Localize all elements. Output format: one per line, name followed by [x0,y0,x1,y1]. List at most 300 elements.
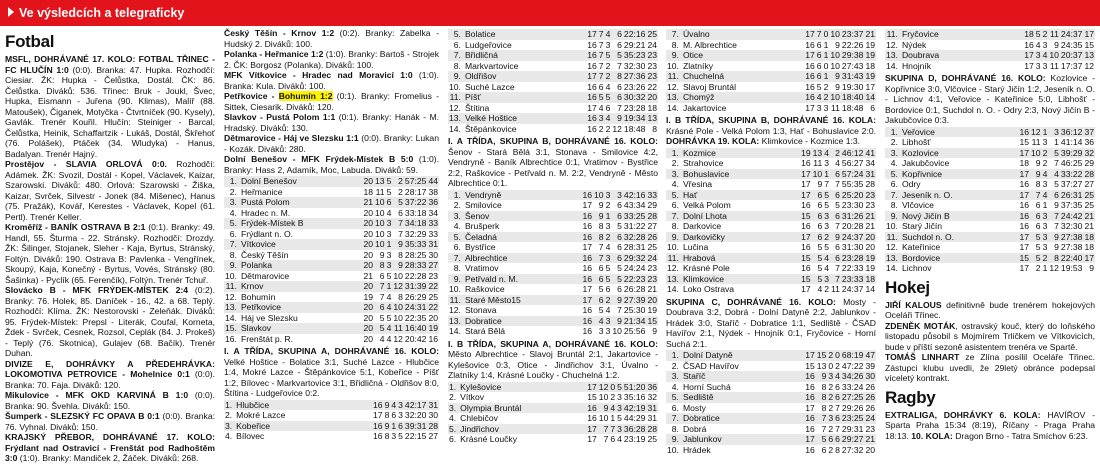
table-cell: 6 [398,207,403,218]
table-cell: Čeladná [464,232,582,243]
table-cell: 7. [885,190,901,201]
standings-table [885,29,1095,71]
table-cell: Kozmice [682,148,800,159]
table-cell: 3 [386,218,392,228]
table-row [448,434,658,445]
table-cell: 26:28 [623,284,646,294]
table-cell: 11. [885,29,901,40]
table-cell: 26:29 [404,291,427,302]
table-cell: 17 [1024,60,1034,71]
table-cell: 4 [824,252,829,263]
table-cell: 9. [448,71,464,82]
table-cell: ČSAD Havířov [682,360,739,371]
table-cell: 34 [428,207,438,218]
table-cell: 27 [428,431,438,441]
table-cell: 41 [865,147,875,158]
table-cell: 10 [375,239,385,249]
result-paragraph [5,432,215,464]
table-cell: 10 [1049,50,1059,60]
table-cell: 5 [812,274,824,285]
table-cell: 22 [647,81,657,92]
table-cell: 6 [391,410,397,420]
table-cell: 3 [386,228,392,239]
table-cell: 21 [1084,210,1094,221]
table-cell: 6 [611,232,623,243]
table-cell: 4. [671,381,679,392]
table-cell: 6 [828,434,834,444]
table-row [666,92,876,103]
table-cell: 6 [1035,221,1041,231]
table-cell: Staříč [682,371,804,382]
table-cell: 1. [448,382,459,393]
table-cell: 1 [823,50,829,60]
table-cell: 10 [598,392,609,402]
table-cell: 6. [453,242,461,252]
table-row [448,392,658,403]
table-cell: 11 [1050,29,1059,39]
table-cell: 33 [428,228,438,239]
news-item [885,300,1095,321]
table-cell: 8 [1035,179,1041,189]
table-cell: 9 [835,81,840,92]
table-cell: 4 [386,323,392,333]
table-cell: 27:43 [841,60,864,71]
table-cell: 26 [865,381,875,392]
table-row [666,242,876,253]
table-cell: 3 [605,252,611,263]
result-paragraph [224,70,439,91]
table-cell: 7 [835,263,840,273]
table-cell: 7 [821,423,827,434]
table-cell: 4 [605,29,611,39]
table-cell: Pustá Polom [240,197,363,208]
table-cell: 6 [812,211,824,222]
table-cell: 16 [587,123,597,134]
table-cell: 16 [1019,126,1030,137]
table-cell: Šenov [464,211,582,222]
table-cell: 16 [373,399,383,410]
table-cell: 9. [666,434,682,445]
table-cell: 17 [1024,50,1034,60]
table-cell: 3 [816,102,822,113]
table-cell: 19:30 [841,81,864,92]
table-cell: 14 [865,92,875,102]
table-row [448,61,658,72]
table-row [224,313,439,324]
table-cell: 2 [605,71,611,81]
table-row [224,271,439,282]
table-cell: 6 [593,295,605,306]
table-cell: 16 [805,381,815,392]
table-cell: 25 [647,434,657,444]
table-cell: 6. [671,200,679,210]
table-cell: 39:29 [1060,147,1083,158]
paragraph-body: Krásné Pole - Velká Polom 1:3, Hať - Bohuslavice 2:0. [666,125,876,136]
table-cell: Olympia Bruntál [459,403,586,414]
table-row [448,242,658,253]
table-cell: 9 [1035,158,1041,168]
paragraph-head: KRAJSKÝ PŘEBOR, DOHRÁVANÉ 17. KOLO: Frýdlant nad Ostravicí - Frenštát pod Radhoštěm 3:0 [5,432,215,463]
table-cell: 9 [652,326,657,336]
table-cell: 3 [824,273,829,284]
table-cell: 17 [805,50,815,60]
table-cell: Vřesina [682,179,713,189]
paragraph-body: Město Albrechtice - Slavoj Bruntál 2:1, Jakartovice - Kylešovice 0:3, Otice - Jindřichov 3:1, Úvalno - Zlatníky 1:4, Krásné Loučky - Chuchelná 1:2. [448,349,658,380]
columns [0,28,1100,463]
table-cell: 31:43 [841,71,864,81]
table-cell: Dolní Benešov [240,176,363,187]
table-cell: 4 [1042,189,1048,200]
table-cell: 2 [605,60,611,71]
table-cell: 33 [428,218,438,228]
arrow-icon [8,7,14,17]
table-cell: 35:33 [404,239,427,249]
table-cell: 21 [363,197,374,207]
table-cell: 6. [453,39,461,50]
table-cell: 3. [885,148,901,159]
paragraph-body: Velké Hoštice - Bolatice 3:1, Suché Lazce - Hlubčice 1:4, Mokré Lazce - Štěpánkovice 5:1, Kobeřice - Píšť 1:2, Bílovec - Markvartovice 3:1, Břidličná - Oldřišov 8:0, Štítina - Ludgeřovice 0:2. [224,356,439,398]
table-cell: 6 [374,302,386,313]
table-row [666,434,876,445]
table-cell: 44 [428,176,438,186]
paragraph-head: EXTRALIGA, DOHRÁVKY 6. KOLA: [885,409,1041,420]
table-cell: 29:27 [841,434,864,444]
table-cell: 11 [375,186,385,197]
table-cell: 2 [828,381,834,392]
table-cell: 19 [647,305,657,315]
table-cell: 7 [598,50,604,60]
table-cell: Sedliště [682,392,804,403]
table-cell: 17 [801,168,811,179]
paragraph-head: ZDENĚK MOTÁK [885,320,956,331]
table-cell: 8. [453,60,461,71]
table-cell: 12 [393,333,403,344]
table-cell: Břidličná [464,50,586,61]
table-cell: 7 [617,60,622,71]
table-cell: 31 [647,413,657,423]
table-cell: 17 [801,179,811,189]
table-cell: 6 [816,50,822,60]
table-cell: 28:33 [404,260,427,270]
table-cell: 10 [612,326,622,336]
table-cell: 18:48 [623,123,646,134]
table-cell: 5 [824,189,829,200]
table-cell: 7 [617,102,622,113]
table-cell: 17 [587,29,597,39]
table-cell: 16 [805,60,815,71]
table-cell: 19 [428,323,438,333]
table-cell: 16 [582,210,593,221]
table-cell: 2 [1042,252,1048,263]
table-cell: 23 [647,60,657,71]
table-cell: 28:17 [404,186,427,197]
table-cell: 6 [830,211,841,222]
table-cell: 5 [816,81,822,92]
table-cell: 11. [448,295,464,306]
table-cell: 21:34 [623,315,646,326]
table-cell: 22:15 [404,431,427,441]
table-cell: 29:38 [841,50,864,60]
paragraph-body: Šenov - Stará Bělá 3:1, Stonava - Smilovice 4:2, Vendryně - Baník Albrechtice 0:1, Vratimov - Bystřice 2:2, Raškovice - Petřvald n. M. 2:2, Vendryně - Město Albrechtice 0:1. [448,146,658,188]
table-cell: 27:38 [1060,231,1083,242]
table-cell: Odry [901,179,921,189]
paragraph-head: DIVIZE E, DOHRÁVKY A PŘEDEHRÁVKA: LOKOMOTIVA PETROVICE - Mohelnice 0:1 [5,358,215,379]
table-cell: 6 [617,39,622,50]
column-2 [224,28,439,445]
table-row [666,148,876,159]
standings-table [885,127,1095,274]
table-cell: 25:30 [623,305,646,315]
table-cell: 5 [605,273,611,284]
table-cell: Vítkovice [240,239,363,250]
paragraph-head: Kroměříž - BANÍK OSTRAVA B 2:1 [5,222,146,232]
table-cell: Chlebičov [460,413,498,423]
table-cell: 9 [392,239,404,250]
table-row [224,250,439,261]
table-cell: 26 [865,392,875,402]
table-cell: 5 [1048,148,1060,159]
table-cell: 6 [835,392,840,402]
table-cell: 3 [598,326,604,336]
table-row [448,424,658,435]
table-cell: 10. [449,284,461,294]
table-cell: 3 [1042,179,1048,189]
table-cell: 34:18 [404,218,427,228]
table-cell: 9 [830,232,841,243]
table-cell: 10. [667,444,679,455]
table-cell: Velká Polom [682,200,731,210]
table-cell: 10 [393,302,403,312]
table-cell: 6 [611,211,623,222]
table-cell: Chomýž [682,92,804,103]
table-row [885,169,1095,180]
table-cell: 13 [812,147,823,158]
table-row [885,232,1095,243]
table-row [224,187,439,198]
table-cell: 11 [1050,60,1059,71]
table-cell: 57:24 [841,168,864,179]
table-cell: 2 [1042,29,1048,39]
table-cell: 21 [865,434,875,444]
table-cell: Český Těšín [240,249,289,260]
table-cell: 2 [605,123,611,134]
table-cell: 29:31 [841,423,864,434]
table-cell: 27 [647,221,657,231]
table-cell: 6 [605,284,611,294]
table-cell: 7 [598,39,604,50]
table-cell: 15 [805,360,815,371]
table-cell: 13 [1084,50,1094,60]
table-cell: 5 [598,284,604,294]
table-cell: Jeseník n. O. [901,190,1019,201]
table-cell: 16 [587,81,597,92]
table-cell: 7. [666,413,682,424]
table-cell: 20 [647,92,657,102]
table-cell: Bohuslavice [682,169,800,180]
table-row [666,284,876,295]
table-cell: 4 [391,399,397,410]
table-row [885,158,1095,169]
table-cell: 5 [1035,242,1041,252]
section-title: Ragby [885,387,936,407]
table-row [448,284,658,295]
table-cell: 24 [865,413,875,423]
table-cell: 17 [805,29,815,39]
table-row [224,281,439,292]
table-cell: 8 [821,402,827,413]
table-cell: 16 [805,39,815,50]
table-row [666,103,876,114]
table-cell: 7 [835,423,840,434]
table-cell: 11 [1031,137,1041,147]
table-cell: 10. [225,270,237,281]
table-cell: 6 [1030,211,1042,222]
table-cell: 16 [587,50,597,60]
table-cell: 6 [617,242,622,252]
table-cell: 2. [890,137,898,147]
table-cell: 33:25 [623,210,646,221]
table-cell: 17 [1019,263,1030,273]
table-cell: 21 [363,270,374,281]
table-cell: 5 [812,253,824,264]
table-cell: 29 [1084,158,1094,168]
table-cell: 14. [886,60,898,71]
table-cell: 7 [598,60,604,71]
table-cell: 16 [805,423,815,434]
table-cell: 26 [865,402,875,413]
table-cell: 2 [605,200,611,210]
paragraph-body: (0:0). Branka: 47. Hupka. Rozhodčí: Ciesiar. ŽK: Hupka - Čelůstka, Dostál. ČK: 86. Čelůstka. Diváků: 536. Třinec: Bruk - Joukl, Švec, Hupka, Eismann - Juřena (90. Klimas), Malíř (88. Matoušek), Čiganek, Motyčka - Čtvrtníček (90. Kysely), Gavlák. Trenér Kouřil. Hlučín: Steiniger - Barcal, Čelůstka, Heinik, Schaffartzik - Lukáš, Dostál, Škřehoť (76. Polášek), Ptáček (34. Wludyka) - Hanus, Badalyan. Trenér Hajný. [5,64,215,159]
table-cell: 12 [612,123,622,134]
table-cell: 4. [671,179,679,189]
table-row [666,211,876,222]
table-cell: 3 [386,260,392,270]
table-cell: Libhošť [901,137,931,147]
table-row [224,410,439,421]
table-cell: 3 [398,399,403,410]
table-cell: 1. [885,127,901,138]
result-paragraph [448,136,658,189]
table-cell: 1. [666,350,682,361]
table-cell: 13. [224,302,240,313]
table-cell: Albrechtice [464,253,582,264]
table-cell: 7 [598,242,604,252]
table-cell: 1 [1042,126,1048,137]
table-cell: 4 [605,113,611,123]
table-cell: 8. [671,221,679,231]
table-cell: 23:30 [841,200,864,210]
table-row [666,253,876,264]
table-cell: 14. [667,102,679,113]
table-cell: Vlčovice [901,200,934,210]
table-row [666,200,876,211]
table-cell: 5 [598,305,604,315]
table-cell: 2 [605,231,611,242]
table-cell: 13. [448,316,464,327]
table-cell: 0 [835,350,840,360]
table-cell: 13. [885,253,901,264]
table-row [885,190,1095,201]
table-cell: 56:27 [841,158,864,168]
paragraph-body: definitivně bude trenérem hokejových Oceláři Třinec. [885,299,1096,320]
table-cell: Lichnov [901,263,932,273]
table-cell: 22:40 [1060,252,1083,263]
table-cell: 5 [611,274,623,285]
result-paragraph [666,297,876,350]
table-cell: 1 [610,413,616,423]
standings-table [448,29,658,134]
highlighted-text: Bohumín 1:2 [278,91,333,101]
table-cell: 22:28 [404,270,427,281]
table-cell: 46:12 [841,147,864,158]
table-cell: 29 [647,200,657,210]
table-cell: 9 [817,179,823,189]
column-3 [448,28,658,445]
table-cell: 55:35 [841,179,864,189]
table-cell: 6 [617,200,622,210]
table-cell: 31 [865,168,875,179]
table-cell: 2 [598,123,604,134]
table-cell: 16. [225,333,237,344]
table-cell: Kateřinice [901,242,941,252]
result-paragraph [224,112,439,133]
table-cell: 36:28 [623,423,646,434]
table-cell: 6. [890,179,898,189]
table-cell: 29:21 [623,39,646,50]
table-cell: 7 [1054,158,1059,168]
table-cell: 33:18 [404,207,427,218]
result-paragraph [5,359,215,391]
table-cell: 5 [817,263,823,273]
result-paragraph [666,115,876,147]
table-row [448,29,658,40]
table-cell: 20:28 [841,221,864,231]
table-cell: 12 [1031,126,1041,137]
table-cell: 18 [363,186,374,197]
table-cell: 5 [386,186,392,197]
table-cell: 11. [224,281,240,292]
table-cell: 5. [448,29,464,40]
table-cell: Krásné Pole [682,263,730,273]
table-cell: 6. [229,228,237,239]
table-cell: 23 [865,200,875,210]
table-cell: 19 [363,291,374,302]
table-cell: 17 [1019,147,1030,158]
table-cell: 6 [816,71,822,81]
table-row [885,263,1095,274]
table-cell: 18:40 [841,92,864,102]
table-cell: 17:37 [1060,60,1083,71]
table-cell: 3 [617,402,622,413]
table-row [224,334,439,345]
table-cell: 6 [817,221,823,231]
table-cell: 17 [587,102,597,113]
table-cell: 12 [598,381,609,392]
table-row [224,229,439,240]
table-cell: 30 [865,371,875,381]
table-cell: 6 [617,284,622,294]
table-cell: 19 [865,71,875,81]
table-cell: 5 [1030,232,1042,243]
table-cell: 6 [817,200,823,210]
table-cell: Suchdol n. O. [901,232,1019,243]
table-cell: 5. [885,169,901,180]
paragraph-body: , ostravský kouč, který do loňského listopadu působil s Mojmírem Trličkem ve Vítkovicích, bude v příští sezoně asistentem trenéra ve Spartě. [885,320,1095,352]
paragraph-head: Mikulovice - MFK OKD KARVINÁ B 1:0 [5,390,189,400]
table-row [666,403,876,414]
table-cell: 24:24 [623,263,646,273]
table-cell: 9. [224,260,240,271]
